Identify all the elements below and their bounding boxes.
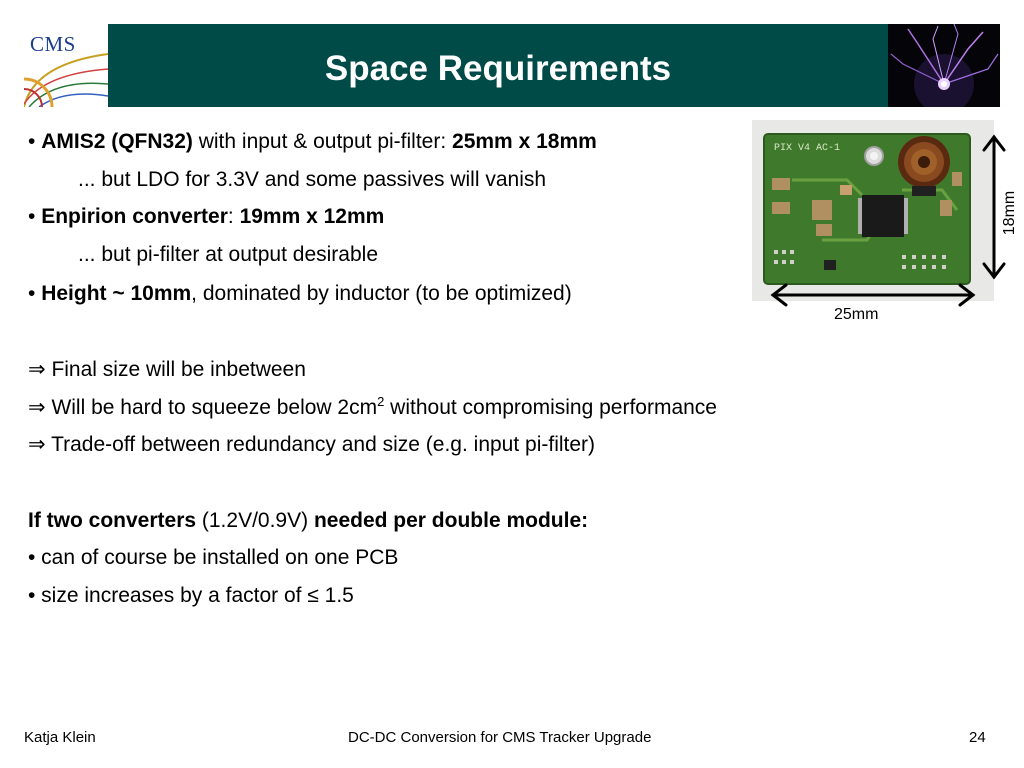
conclusion-tradeoff: ⇒ Trade-off between redundancy and size (e.g. input pi-filter)	[28, 433, 596, 456]
amis2-note: ... but LDO for 3.3V and some passives will vanish	[78, 168, 547, 191]
cms-logo-text: CMS	[30, 32, 76, 56]
board-silkscreen-label: PIX V4 AC-1	[774, 143, 841, 154]
bullet-height: • Height ~ 10mm, dominated by inductor (to be optimized)	[28, 282, 572, 305]
footer-page-number: 24	[969, 729, 986, 746]
enpirion-note: ... but pi-filter at output desirable	[78, 243, 378, 266]
width-dimension-label: 25mm	[834, 306, 879, 323]
enpirion-name: Enpirion converter	[41, 205, 228, 228]
two-converters-heading: If two converters (1.2V/0.9V) needed per double module:	[28, 509, 589, 532]
implies-arrow-icon: ⇒	[28, 396, 46, 419]
conclusion-squeeze: ⇒ Will be hard to squeeze below $2cm^2$ without compromising performance	[28, 394, 717, 419]
two-converters-size: • size increases by a factor of ≤ 1.5	[28, 584, 354, 607]
implies-arrow-icon: ⇒	[28, 358, 46, 381]
conclusion-final-size: ⇒ Final size will be inbetween	[28, 358, 306, 381]
implies-arrow-icon: ⇒	[28, 433, 46, 456]
amis2-name: AMIS2 (QFN32)	[41, 130, 193, 153]
bullet-enpirion: • Enpirion converter: 19mm x 12mm	[28, 205, 385, 228]
two-converters-pcb: • can of course be installed on one PCB	[28, 546, 399, 569]
height-value: Height ~ 10mm	[41, 282, 192, 305]
amis2-size: 25mm x 18mm	[452, 130, 597, 153]
enpirion-size: 19mm x 12mm	[239, 205, 385, 228]
footer-talk-title: DC-DC Conversion for CMS Tracker Upgrade	[348, 729, 652, 746]
slide-title: Space Requirements	[324, 49, 672, 88]
height-dimension-label: 18mm	[1001, 190, 1018, 236]
bullet-amis2: • AMIS2 (QFN32) with input & output pi-filter: 25mm x 18mm	[28, 130, 597, 153]
footer-author: Katja Klein	[24, 729, 96, 746]
